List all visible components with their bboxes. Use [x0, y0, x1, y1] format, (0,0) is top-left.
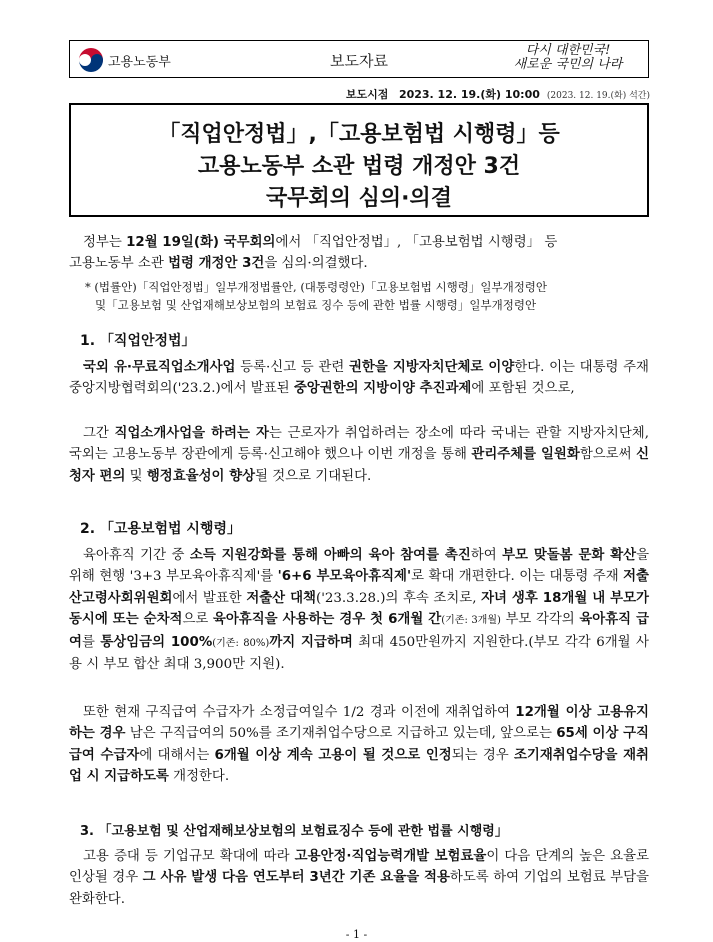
- title-box: [69, 103, 649, 217]
- release-extra: (2023. 12. 19.(화) 석간): [546, 91, 650, 101]
- text: 최대 450만원까지 지원한다.(부모 각각 6개월 사용 시 부모 합산 최대 3,900만 지원).: [69, 634, 649, 673]
- slogan-line1: 다시 대한민국!: [525, 43, 611, 58]
- section-1-heading: 1. 「직업안정법」: [80, 333, 196, 349]
- text-bold: 직업소개사업을 하려는 자: [114, 426, 269, 441]
- text-bold: 6개월 이상 계속 고용이 될 것으로 인정: [214, 747, 452, 763]
- text-bold: 국외 유·무료직업소개사업: [83, 360, 236, 375]
- text: 하여: [470, 548, 503, 563]
- release-time: [0, 86, 650, 102]
- text-small: (기존: 3개월): [441, 615, 501, 627]
- text-bold: 육아휴직 급여: [69, 612, 650, 650]
- text: 이 다음 단계의 높은 요율로 인상될 경우: [69, 849, 649, 886]
- text: 는 근로자가 취업하려는 장소에 따라 국내는 관할 지방자치단체, 국외는 고용노동부 장관에게 등록·신고해야 했으나 이번 개정을 통해: [69, 426, 649, 463]
- text: 되는 경우: [451, 747, 514, 763]
- text: 될 것으로 기대된다.: [255, 468, 372, 484]
- text-bold: '6+6 부모육아휴직제': [277, 569, 412, 585]
- title-line-3: 국무회의 심의·의결: [265, 186, 453, 211]
- text: 로 확대 개편한다. 이는 대통령 주재: [411, 569, 624, 585]
- text: 를: [81, 634, 101, 650]
- note-line-2: 및「고용보험 및 산업재해보상보험의 보험료 징수 등에 관한 법률 시행령」일부개정령안: [95, 298, 537, 312]
- logo-text: 고용노동부: [108, 54, 171, 70]
- text-small: (기존: 80%): [212, 637, 270, 649]
- title-line-1: 「직업안정법」,「고용보험법 시행령」등: [158, 122, 560, 147]
- text: 을 심의·의결했다.: [264, 256, 368, 272]
- text-bold: 고용안정·직업능력개발 보험료율: [294, 849, 487, 864]
- text: 부모 각각의: [500, 612, 580, 628]
- text-bold: 권한을 지방자치단체로 이양: [348, 360, 515, 375]
- header-title: 보도자료: [330, 52, 388, 70]
- text: 한다. 이는 대통령 주재 중앙지방협력회의('23.2.)에서 발표된: [69, 360, 649, 397]
- title-line-2: 고용노동부 소관 법령 개정안 3건: [197, 154, 521, 179]
- intro-paragraph: [69, 232, 649, 275]
- text: 에 대해서는: [139, 747, 215, 763]
- section-3-heading: 3. 「고용보험 및 산업재해보상보험의 보험료징수 등에 관한 법률 시행령」: [80, 824, 508, 839]
- text-bold: 소득 지원강화를 통해 아빠의 육아 참여를 촉진: [189, 548, 471, 563]
- text-bold: 저출산고령사회위원회: [69, 569, 649, 606]
- text: ('23.3.28.)의 후속 조치로,: [315, 590, 482, 606]
- page-number: - 1 -: [345, 928, 368, 941]
- section-2-paragraph-1: [69, 545, 649, 675]
- text-bold: 관리주체를 일원화: [471, 447, 580, 463]
- text: 남은 구직급여의 50%를 조기재취업수당으로 지급하고 있는데, 앞으로는: [125, 726, 557, 742]
- text: 고용 증대 등 기업규모 확대에 따라: [83, 849, 295, 864]
- intro-note: [85, 278, 655, 314]
- note-line-1: * (법률안)「직업안정법」일부개정법률안, (대통령령안)「고용보험법 시행령」일부개정령안: [85, 280, 548, 294]
- text-bold: 저출산 대책: [246, 590, 316, 606]
- text-bold: 자녀 생후 18개월 내 부모가 동시에 또는 순차적: [69, 590, 649, 628]
- text-bold: 육아휴직을 사용하는 경우 첫 6개월 간: [212, 612, 442, 628]
- slogan-line2: 새로운 국민의 나라: [513, 57, 623, 72]
- text: 하도록 하여 기업의 보험료 부담을 완화한다.: [69, 870, 649, 907]
- text: 육아휴직 기간 중: [83, 548, 190, 563]
- text-bold: 부모 맞돌봄 문화 확산: [502, 548, 637, 563]
- text: 고용노동부 소관: [69, 256, 169, 272]
- text: 정부는: [83, 235, 127, 250]
- text-bold: 65세 이상 구직급여 수급자: [69, 726, 649, 763]
- text: 함으로써: [579, 447, 637, 463]
- text-bold: 행정효율성이 향상: [146, 468, 256, 484]
- header-box: [69, 40, 649, 78]
- text-bold: 중앙권한의 지방이양 추진과제: [293, 381, 472, 397]
- text-bold: 12개월 이상 고용유지하는 경우: [69, 705, 649, 742]
- text: 또한 현재 구직급여 수급자가 소정급여일수 1/2 경과 이전에 재취업하여: [83, 705, 516, 720]
- section-2-paragraph-2: [69, 702, 649, 788]
- text: 에서 「직업안정법」, 「고용보험법 시행령」 등: [275, 235, 558, 250]
- text-bold: 법령 개정안 3건: [168, 256, 265, 272]
- text: 그간: [83, 426, 115, 441]
- text: 에서 발표한: [172, 590, 247, 606]
- section-2-heading: 2. 「고용보험법 시행령」: [80, 521, 241, 537]
- text: 개정한다.: [168, 769, 230, 785]
- text-bold: 까지 지급하며: [269, 634, 353, 650]
- text-bold: 통상임금의 100%: [100, 634, 213, 650]
- text: 등록·신고 등 관련: [235, 360, 349, 375]
- text-bold: 12월 19일(화) 국무회의: [126, 235, 276, 250]
- text: 및: [125, 468, 147, 484]
- section-1-paragraph-2: [69, 423, 649, 487]
- section-3-paragraph-1: [69, 846, 649, 910]
- release-label: 보도시점: [345, 88, 389, 101]
- release-time-value: 2023. 12. 19.(화) 10:00: [398, 88, 540, 101]
- section-1-paragraph-1: [69, 357, 649, 400]
- text: 에 포함된 것으로,: [471, 381, 575, 397]
- text-bold: 조기재취업수당을 재취업 시 지급하도록: [69, 747, 649, 785]
- text: 으로: [182, 612, 213, 628]
- text: 을 위해 현행 '3+3 부모육아휴직제'를: [69, 548, 649, 585]
- slogan: [498, 44, 638, 72]
- text-bold: 신청자 편의: [69, 447, 649, 484]
- text-bold: 그 사유 발생 다음 연도부터 3년간 기존 요율을 적용: [142, 870, 450, 886]
